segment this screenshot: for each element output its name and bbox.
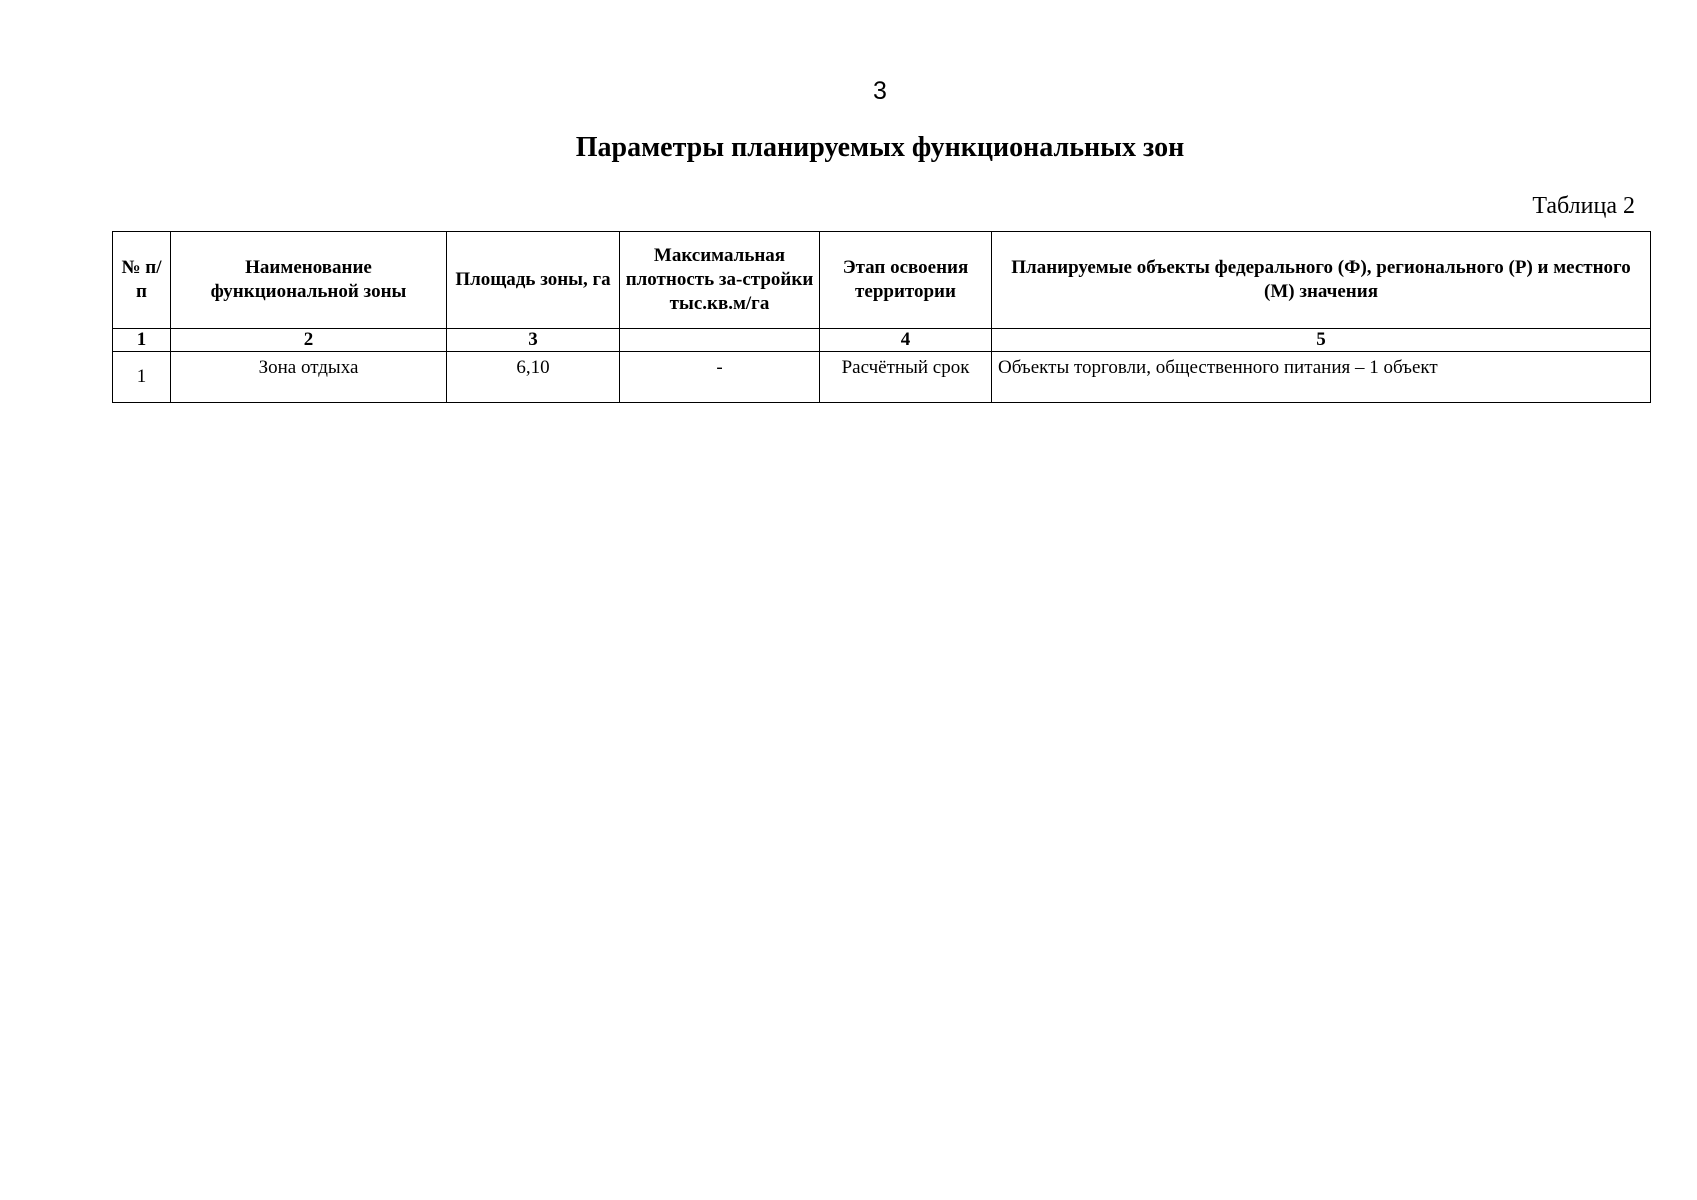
column-number-cell: 1 <box>113 329 171 352</box>
header-cell-planned-objects: Планируемые объекты федерального (Ф), регионального (Р) и местного (М) значения <box>992 232 1651 329</box>
header-cell-zone-name: Наименование функциональной зоны <box>171 232 447 329</box>
column-numbers-row <box>113 329 1651 352</box>
zone-area-cell: 6,10 <box>447 352 620 403</box>
column-number-cell: 4 <box>820 329 992 352</box>
header-cell-max-density: Максимальная плотность за-стройки тыс.кв.м/га <box>620 232 820 329</box>
table-header-row <box>113 232 1651 329</box>
header-cell-development-stage: Этап освоения территории <box>820 232 992 329</box>
row-number-cell: 1 <box>113 352 171 403</box>
column-number-cell: 2 <box>171 329 447 352</box>
max-density-cell: - <box>620 352 820 403</box>
column-number-cell: 3 <box>447 329 620 352</box>
column-number-cell <box>620 329 820 352</box>
page-number: 3 <box>873 77 887 105</box>
zones-parameters-table <box>112 231 1651 403</box>
zone-name-cell: Зона отдыха <box>171 352 447 403</box>
header-cell-number: № п/п <box>113 232 171 329</box>
planned-objects-cell: Объекты торговли, общественного питания – 1 объект <box>992 352 1651 403</box>
development-stage-cell: Расчётный срок <box>820 352 992 403</box>
column-number-cell: 5 <box>992 329 1651 352</box>
header-cell-zone-area: Площадь зоны, га <box>447 232 620 329</box>
document-title: Параметры планируемых функциональных зон <box>575 132 1185 163</box>
table-row <box>113 352 1651 403</box>
table-caption: Таблица 2 <box>1532 193 1635 219</box>
